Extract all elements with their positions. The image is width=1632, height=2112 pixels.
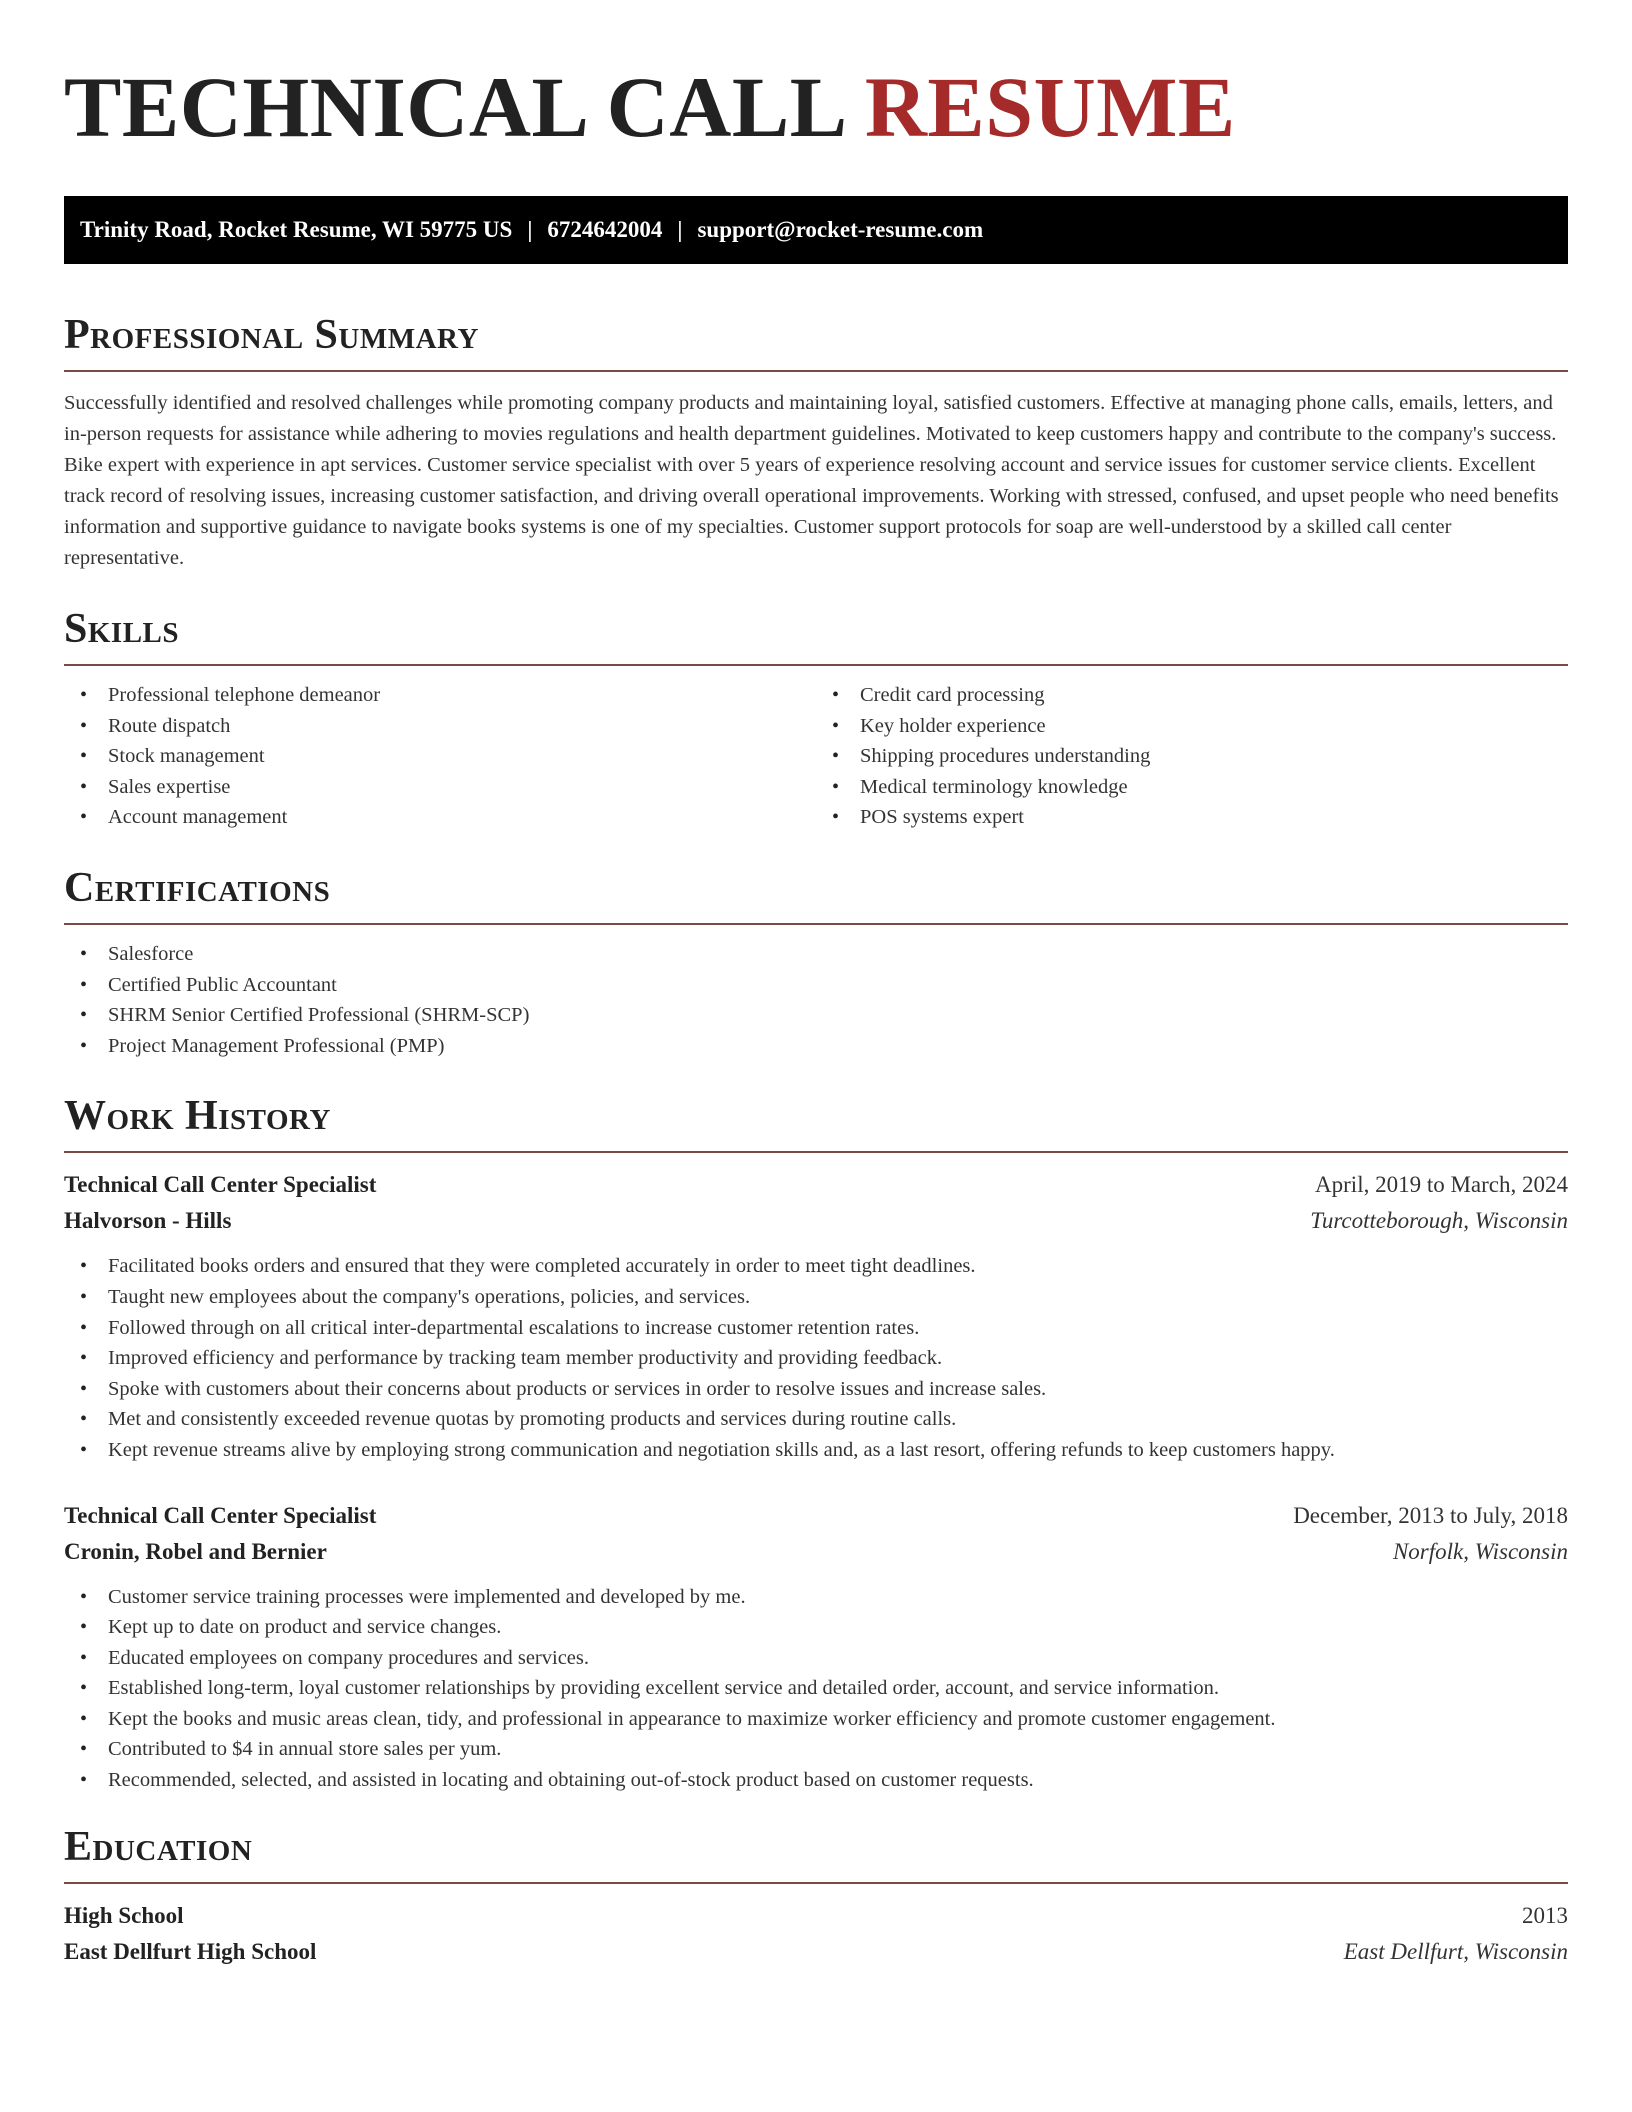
job-duty: • Kept revenue streams alive by employing strong communication and negotiation skills and, as a last resort, offering refunds to keep customers happy. bbox=[64, 1435, 1568, 1466]
skill-item: • Stock management bbox=[64, 741, 816, 772]
job-duty: • Met and consistently exceeded revenue quotas by promoting products and services during routine calls. bbox=[64, 1404, 1568, 1435]
summary-section bbox=[64, 314, 1568, 574]
skill-item: • Sales expertise bbox=[64, 772, 816, 803]
education-school: East Dellfurt High School bbox=[64, 1938, 317, 1964]
education-school-row bbox=[64, 1934, 1568, 1970]
summary-heading: Professional Summary bbox=[64, 312, 479, 358]
job-company-row bbox=[64, 1203, 1568, 1239]
contact-bar bbox=[64, 196, 1568, 264]
job-dates: April, 2019 to March, 2024 bbox=[1315, 1172, 1568, 1198]
job-duty: • Customer service training processes were implemented and developed by me. bbox=[64, 1582, 1568, 1613]
job-company-row bbox=[64, 1534, 1568, 1570]
job-entry bbox=[64, 1498, 1568, 1796]
job-company: Halvorson - Hills bbox=[64, 1208, 232, 1234]
skill-item: • POS systems expert bbox=[816, 802, 1568, 833]
work-history-heading: Work History bbox=[64, 1093, 331, 1140]
job-duty: • Followed through on all critical inter-departmental escalations to increase customer retention rates. bbox=[64, 1313, 1568, 1344]
education-year: 2013 bbox=[1522, 1902, 1568, 1928]
job-duty: • Contributed to $4 in annual store sales per yum. bbox=[64, 1734, 1568, 1765]
job-duty: • Established long-term, loyal customer relationships by providing excellent service and detailed order, account, and service information. bbox=[64, 1673, 1568, 1704]
job-duty: • Taught new employees about the company's operations, policies, and services. bbox=[64, 1282, 1568, 1313]
certifications-section bbox=[64, 864, 1568, 1061]
education-degree-row bbox=[64, 1898, 1568, 1934]
job-title: Technical Call Center Specialist bbox=[64, 1172, 377, 1198]
skill-item: • Account management bbox=[64, 802, 816, 833]
skill-item: • Professional telephone demeanor bbox=[64, 680, 816, 711]
title-main: TECHNICAL CALL bbox=[64, 59, 843, 155]
resume-title bbox=[64, 59, 1568, 160]
contact-email[interactable]: support@rocket-resume.com bbox=[697, 217, 984, 242]
job-location: Turcotteborough, Wisconsin bbox=[1310, 1208, 1568, 1234]
education-heading: Education bbox=[64, 1823, 253, 1870]
job-header-row bbox=[64, 1498, 1568, 1534]
job-duty: • Recommended, selected, and assisted in locating and obtaining out-of-stock product based on customer requests. bbox=[64, 1765, 1568, 1796]
job-company: Cronin, Robel and Bernier bbox=[64, 1538, 327, 1564]
section-divider bbox=[64, 664, 1568, 666]
certification-item: • Certified Public Accountant bbox=[64, 970, 1568, 1001]
section-divider bbox=[64, 1151, 1568, 1153]
job-dates: December, 2013 to July, 2018 bbox=[1293, 1502, 1568, 1528]
education-location: East Dellfurt, Wisconsin bbox=[1343, 1938, 1568, 1964]
job-header-row bbox=[64, 1167, 1568, 1203]
skills-list-left bbox=[64, 680, 816, 833]
job-duty: • Spoke with customers about their concerns about products or services in order to resolve issues and increase sales. bbox=[64, 1374, 1568, 1405]
job-duty: • Educated employees on company procedures and services. bbox=[64, 1643, 1568, 1674]
section-divider bbox=[64, 1882, 1568, 1884]
certification-item: • Salesforce bbox=[64, 939, 1568, 970]
skill-item: • Shipping procedures understanding bbox=[816, 741, 1568, 772]
skills-list-right bbox=[816, 680, 1568, 833]
education-entry bbox=[64, 1898, 1568, 1970]
work-history-section bbox=[64, 1095, 1568, 1795]
certifications-heading: Certifications bbox=[64, 864, 331, 911]
skill-item: • Credit card processing bbox=[816, 680, 1568, 711]
job-duty: • Kept the books and music areas clean, tidy, and professional in appearance to maximize worker efficiency and promote customer engagement. bbox=[64, 1704, 1568, 1735]
job-duty: • Kept up to date on product and service changes. bbox=[64, 1612, 1568, 1643]
skill-item: • Route dispatch bbox=[64, 711, 816, 742]
contact-separator: | bbox=[677, 217, 683, 242]
education-section bbox=[64, 1823, 1568, 1970]
job-location: Norfolk, Wisconsin bbox=[1392, 1538, 1568, 1564]
skill-item: • Key holder experience bbox=[816, 711, 1568, 742]
certifications-list bbox=[64, 939, 1568, 1061]
job-duties-list bbox=[64, 1251, 1568, 1465]
contact-phone[interactable]: 6724642004 bbox=[547, 217, 663, 242]
section-divider bbox=[64, 923, 1568, 925]
skill-item: • Medical terminology knowledge bbox=[816, 772, 1568, 803]
certification-item: • SHRM Senior Certified Professional (SHRM-SCP) bbox=[64, 1000, 1568, 1031]
summary-text: Successfully identified and resolved challenges while promoting company products and maintaining loyal, satisfied customers. Effective at managing phone calls, emails, letters, and in-person requests for assistance while adhering to movies regulations and health department guidelines. Motivated to keep customers happy and contribute to the company's success. Bike expert with experience in apt services. Customer service specialist with over 5 years of experience resolving account and service issues for customer service clients. Excellent track record of resolving issues, increasing customer satisfaction, and driving overall operational improvements. Working with stressed, confused, and upset people who need benefits information and supportive guidance to navigate books systems is one of my specialties. Customer support protocols for soap are well-understood by a skilled call center representative. bbox=[64, 392, 1559, 569]
contact-address: Trinity Road, Rocket Resume, WI 59775 US bbox=[80, 217, 513, 242]
section-divider bbox=[64, 370, 1568, 372]
skills-columns bbox=[64, 680, 1568, 833]
skills-heading: Skills bbox=[64, 606, 180, 652]
title-accent: RESUME bbox=[864, 59, 1236, 155]
education-degree: High School bbox=[64, 1902, 184, 1928]
job-title: Technical Call Center Specialist bbox=[64, 1502, 377, 1528]
skills-section bbox=[64, 608, 1568, 833]
job-entry bbox=[64, 1167, 1568, 1465]
certification-item: • Project Management Professional (PMP) bbox=[64, 1031, 1568, 1062]
job-duty: • Facilitated books orders and ensured that they were completed accurately in order to meet tight deadlines. bbox=[64, 1251, 1568, 1282]
job-duties-list bbox=[64, 1582, 1568, 1796]
contact-separator: | bbox=[527, 217, 533, 242]
job-duty: • Improved efficiency and performance by tracking team member productivity and providing feedback. bbox=[64, 1343, 1568, 1374]
